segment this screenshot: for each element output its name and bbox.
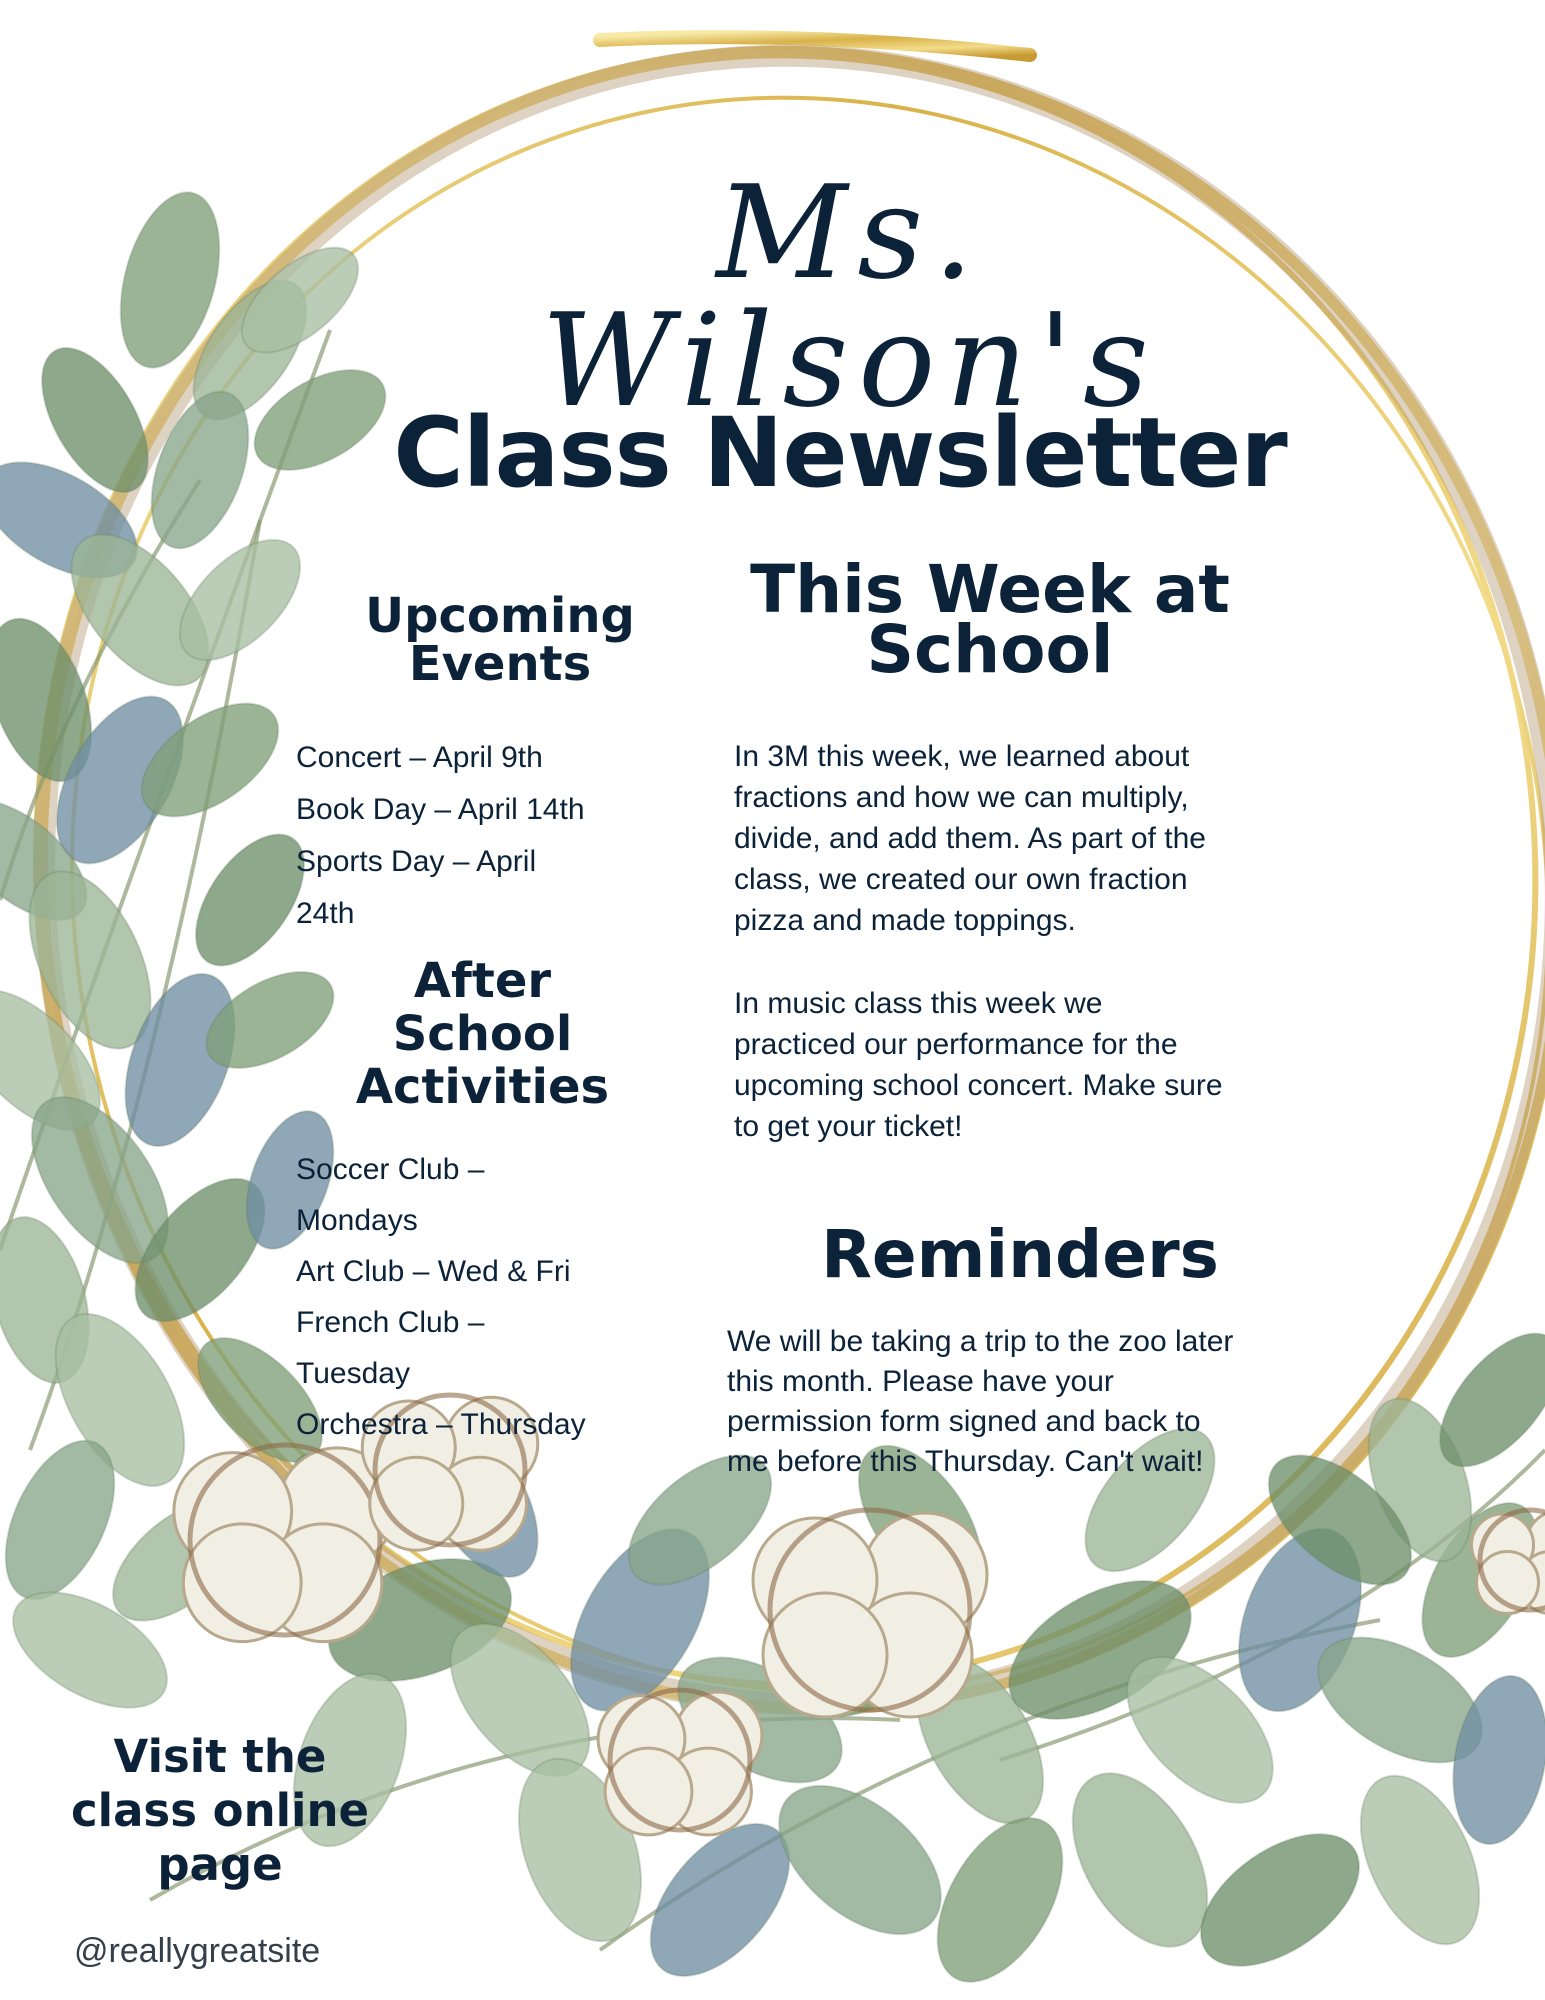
newsletter-teacher-title: Ms. Wilson's (541, 159, 1159, 436)
paragraph-line: permission form signed and back to (727, 1405, 1201, 1438)
callout-line: page (157, 1838, 283, 1891)
paragraph-line: In music class this week we (734, 987, 1103, 1020)
paragraph-line: class, we created our own fraction (734, 863, 1188, 896)
heading-line: This Week at (750, 551, 1230, 628)
heading-line: Upcoming (365, 588, 635, 644)
paragraph-line: We will be taking a trip to the zoo later (727, 1325, 1234, 1358)
cotton-boll (1472, 1510, 1545, 1614)
cotton-boll (598, 1690, 762, 1835)
list-item: Art Club – Wed & Fri (296, 1255, 571, 1288)
heading-line: Events (408, 636, 592, 692)
list-item: Tuesday (296, 1357, 410, 1390)
paragraph-line: pizza and made toppings. (734, 904, 1076, 937)
upcoming-events-heading (320, 588, 680, 692)
eucalyptus-leaf (1178, 1807, 1383, 1992)
paragraph-line: In 3M this week, we learned about (734, 740, 1190, 773)
list-item: Orchestra – Thursday (296, 1408, 586, 1441)
list-item: Sports Day – April (296, 845, 537, 878)
heading-line: After (413, 953, 552, 1009)
this-week-paragraph-1 (734, 736, 1206, 941)
list-item: French Club – (296, 1306, 485, 1339)
heading-line: School (866, 611, 1114, 688)
after-school-list (296, 1144, 586, 1450)
website-handle[interactable]: @reallygreatsite (74, 1932, 321, 1970)
list-item: Book Day – April 14th (296, 793, 585, 826)
reminders-heading: Reminders (821, 1216, 1219, 1293)
heading-line: School (392, 1006, 573, 1062)
newsletter-main-title: Class Newsletter (393, 397, 1287, 509)
paragraph-line: fractions and how we can multiply, (734, 781, 1189, 814)
list-item: Soccer Club – (296, 1153, 485, 1186)
this-week-paragraph-2 (734, 983, 1223, 1147)
paragraph-line: practiced our performance for the (734, 1028, 1178, 1061)
callout-line: Visit the (113, 1730, 327, 1783)
visit-online-callout (20, 1730, 420, 1892)
after-school-heading (310, 955, 655, 1114)
this-week-heading (700, 551, 1280, 688)
callout-line: class online (70, 1784, 370, 1837)
paragraph-line: divide, and add them. As part of the (734, 822, 1206, 855)
paragraph-line: to get your ticket! (734, 1110, 963, 1143)
list-item: Mondays (296, 1204, 418, 1237)
list-item: 24th (296, 897, 355, 930)
list-item: Concert – April 9th (296, 741, 543, 774)
upcoming-events-list (296, 732, 585, 940)
paragraph-line: this month. Please have your (727, 1365, 1114, 1398)
paragraph-line: me before this Thursday. Can't wait! (727, 1445, 1204, 1478)
heading-line: Activities (355, 1059, 610, 1115)
paragraph-line: upcoming school concert. Make sure (734, 1069, 1223, 1102)
cotton-boll (753, 1510, 987, 1717)
reminders-paragraph (727, 1322, 1233, 1482)
